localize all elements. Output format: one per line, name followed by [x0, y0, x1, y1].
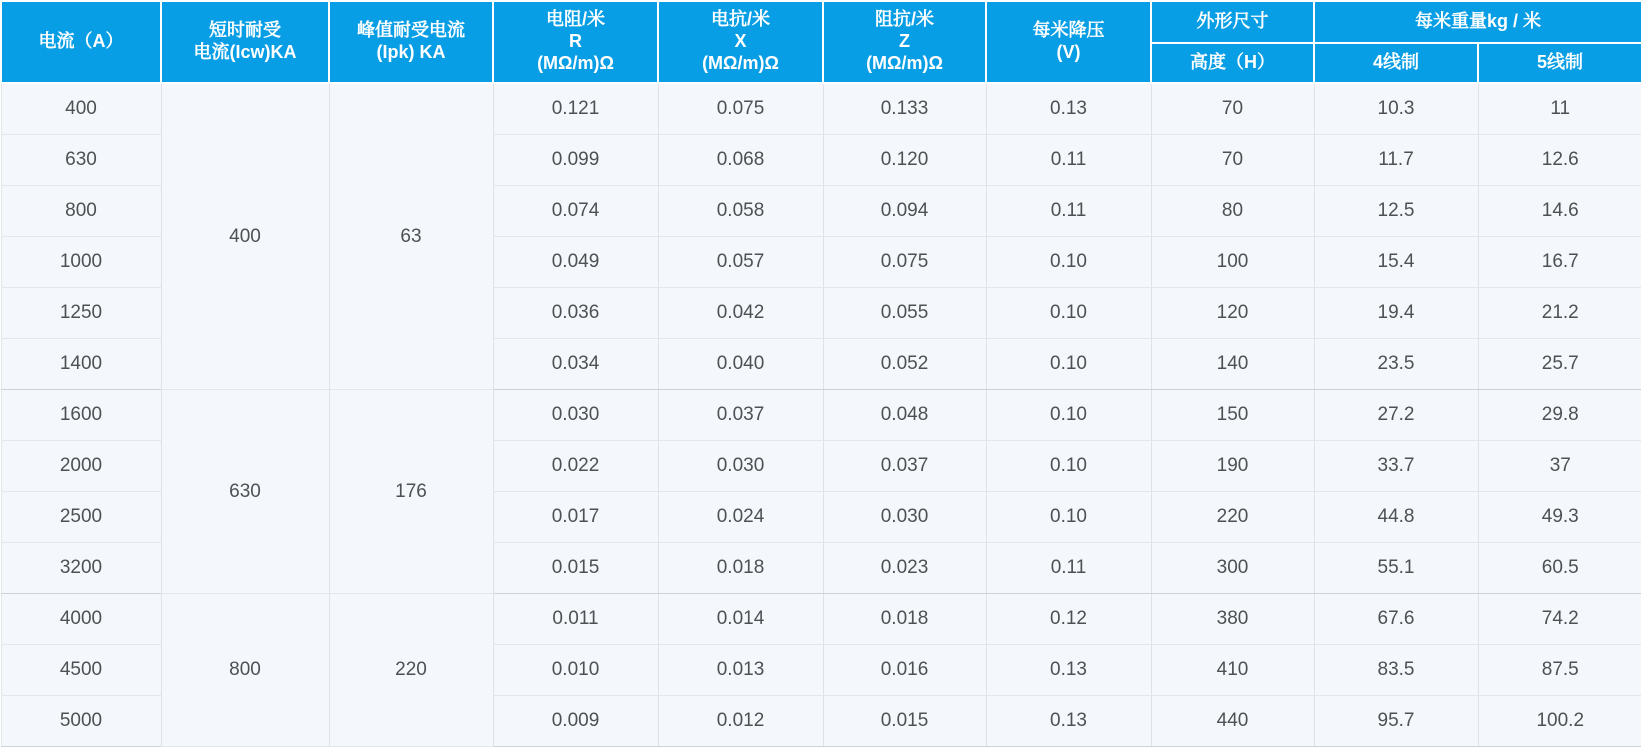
- cell-w4: 12.5: [1314, 186, 1478, 237]
- header-impedance: [823, 1, 986, 83]
- cell-v: 0.12: [986, 594, 1151, 645]
- header-voltage-drop-line2: (V): [1056, 42, 1081, 62]
- cell-h: 300: [1151, 543, 1314, 594]
- cell-r: 0.121: [493, 83, 658, 135]
- cell-r: 0.017: [493, 492, 658, 543]
- cell-x: 0.030: [658, 441, 823, 492]
- cell-w4: 44.8: [1314, 492, 1478, 543]
- cell-z: 0.055: [823, 288, 986, 339]
- table-row: [1, 390, 1641, 441]
- cell-x: 0.012: [658, 696, 823, 747]
- header-reactance-line2: X: [734, 31, 747, 52]
- cell-h: 220: [1151, 492, 1314, 543]
- cell-h: 410: [1151, 645, 1314, 696]
- cell-w4: 23.5: [1314, 339, 1478, 390]
- cell-w4: 27.2: [1314, 390, 1478, 441]
- header-4wire: 4线制: [1314, 43, 1478, 83]
- header-resistance-line3: (MΩ/m)Ω: [537, 52, 614, 73]
- header-height: 高度（H）: [1151, 43, 1314, 83]
- cell-w5: 29.8: [1478, 390, 1641, 441]
- header-icw-line1: 短时耐受: [209, 20, 281, 41]
- cell-v: 0.10: [986, 237, 1151, 288]
- cell-ipk-group1: 63: [329, 83, 493, 390]
- header-voltage-drop-line1: 每米降压: [1032, 20, 1105, 41]
- header-resistance: [493, 1, 658, 83]
- cell-v: 0.13: [986, 83, 1151, 135]
- cell-r: 0.009: [493, 696, 658, 747]
- cell-w4: 11.7: [1314, 135, 1478, 186]
- cell-w5: 37: [1478, 441, 1641, 492]
- cell-current: 630: [1, 135, 161, 186]
- header-reactance-line1: 电抗/米: [710, 9, 770, 30]
- cell-x: 0.042: [658, 288, 823, 339]
- cell-h: 440: [1151, 696, 1314, 747]
- cell-current: 4000: [1, 594, 161, 645]
- cell-current: 3200: [1, 543, 161, 594]
- cell-x: 0.075: [658, 83, 823, 135]
- header-voltage-drop: [986, 1, 1151, 83]
- cell-w5: 12.6: [1478, 135, 1641, 186]
- header-impedance-line1: 阻抗/米: [874, 9, 934, 30]
- cell-w4: 15.4: [1314, 237, 1478, 288]
- cell-w5: 11: [1478, 83, 1641, 135]
- cell-v: 0.13: [986, 696, 1151, 747]
- cell-x: 0.057: [658, 237, 823, 288]
- cell-z: 0.075: [823, 237, 986, 288]
- cell-h: 140: [1151, 339, 1314, 390]
- header-ipk-line1: 峰值耐受电流: [357, 20, 465, 41]
- cell-v: 0.11: [986, 186, 1151, 237]
- header-row-1: [1, 1, 1641, 43]
- cell-w5: 60.5: [1478, 543, 1641, 594]
- cell-h: 80: [1151, 186, 1314, 237]
- cell-z: 0.030: [823, 492, 986, 543]
- cell-v: 0.11: [986, 543, 1151, 594]
- cell-h: 70: [1151, 135, 1314, 186]
- header-icw-line2: 电流(Icw)KA: [193, 42, 297, 62]
- cell-current: 1250: [1, 288, 161, 339]
- cell-z: 0.018: [823, 594, 986, 645]
- cell-x: 0.058: [658, 186, 823, 237]
- table-row: [1, 594, 1641, 645]
- cell-w4: 95.7: [1314, 696, 1478, 747]
- header-ipk-line2: (Ipk) KA: [376, 42, 446, 62]
- cell-w5: 25.7: [1478, 339, 1641, 390]
- cell-current: 4500: [1, 645, 161, 696]
- cell-x: 0.068: [658, 135, 823, 186]
- header-ipk: [329, 1, 493, 83]
- cell-w5: 49.3: [1478, 492, 1641, 543]
- header-dimensions: 外形尺寸: [1151, 1, 1314, 43]
- cell-w5: 14.6: [1478, 186, 1641, 237]
- table-row: [1, 83, 1641, 135]
- cell-r: 0.049: [493, 237, 658, 288]
- cell-icw-group2: 630: [161, 390, 329, 594]
- header-reactance: [658, 1, 823, 83]
- cell-x: 0.037: [658, 390, 823, 441]
- cell-x: 0.014: [658, 594, 823, 645]
- header-current: 电流（A）: [1, 1, 161, 83]
- cell-z: 0.015: [823, 696, 986, 747]
- cell-h: 70: [1151, 83, 1314, 135]
- cell-w5: 16.7: [1478, 237, 1641, 288]
- cell-current: 1400: [1, 339, 161, 390]
- cell-r: 0.074: [493, 186, 658, 237]
- cell-icw-group1: 400: [161, 83, 329, 390]
- cell-x: 0.040: [658, 339, 823, 390]
- cell-w5: 74.2: [1478, 594, 1641, 645]
- cell-v: 0.11: [986, 135, 1151, 186]
- cell-r: 0.011: [493, 594, 658, 645]
- header-resistance-line2: R: [569, 31, 582, 52]
- cell-current: 1000: [1, 237, 161, 288]
- cell-ipk-group3: 220: [329, 594, 493, 747]
- cell-w4: 83.5: [1314, 645, 1478, 696]
- cell-r: 0.034: [493, 339, 658, 390]
- table-body: [1, 83, 1641, 747]
- cell-icw-group3: 800: [161, 594, 329, 747]
- cell-z: 0.048: [823, 390, 986, 441]
- cell-h: 150: [1151, 390, 1314, 441]
- cell-h: 380: [1151, 594, 1314, 645]
- cell-r: 0.015: [493, 543, 658, 594]
- cell-h: 100: [1151, 237, 1314, 288]
- cell-w4: 10.3: [1314, 83, 1478, 135]
- table-header: [1, 1, 1641, 83]
- cell-current: 800: [1, 186, 161, 237]
- cell-v: 0.10: [986, 492, 1151, 543]
- cell-v: 0.10: [986, 288, 1151, 339]
- cell-z: 0.037: [823, 441, 986, 492]
- cell-r: 0.030: [493, 390, 658, 441]
- cell-r: 0.022: [493, 441, 658, 492]
- header-impedance-line2: Z: [899, 31, 910, 52]
- cell-v: 0.13: [986, 645, 1151, 696]
- cell-v: 0.10: [986, 339, 1151, 390]
- cell-x: 0.024: [658, 492, 823, 543]
- cell-z: 0.023: [823, 543, 986, 594]
- cell-z: 0.016: [823, 645, 986, 696]
- cell-z: 0.120: [823, 135, 986, 186]
- cell-w4: 19.4: [1314, 288, 1478, 339]
- cell-current: 2000: [1, 441, 161, 492]
- header-reactance-line3: (MΩ/m)Ω: [702, 52, 779, 73]
- cell-ipk-group2: 176: [329, 390, 493, 594]
- cell-w4: 33.7: [1314, 441, 1478, 492]
- cell-w4: 67.6: [1314, 594, 1478, 645]
- cell-current: 5000: [1, 696, 161, 747]
- cell-h: 190: [1151, 441, 1314, 492]
- cell-z: 0.052: [823, 339, 986, 390]
- cell-current: 400: [1, 83, 161, 135]
- cell-current: 2500: [1, 492, 161, 543]
- cell-x: 0.013: [658, 645, 823, 696]
- cell-w5: 87.5: [1478, 645, 1641, 696]
- cell-v: 0.10: [986, 441, 1151, 492]
- header-icw: [161, 1, 329, 83]
- cell-w5: 21.2: [1478, 288, 1641, 339]
- header-impedance-line3: (MΩ/m)Ω: [866, 52, 943, 73]
- cell-v: 0.10: [986, 390, 1151, 441]
- cell-z: 0.133: [823, 83, 986, 135]
- header-5wire: 5线制: [1478, 43, 1641, 83]
- cell-z: 0.094: [823, 186, 986, 237]
- cell-r: 0.036: [493, 288, 658, 339]
- cell-r: 0.099: [493, 135, 658, 186]
- header-resistance-line1: 电阻/米: [545, 9, 605, 30]
- cell-w4: 55.1: [1314, 543, 1478, 594]
- cell-x: 0.018: [658, 543, 823, 594]
- cell-current: 1600: [1, 390, 161, 441]
- cell-r: 0.010: [493, 645, 658, 696]
- cell-h: 120: [1151, 288, 1314, 339]
- header-weight: 每米重量kg / 米: [1314, 1, 1641, 43]
- cell-w5: 100.2: [1478, 696, 1641, 747]
